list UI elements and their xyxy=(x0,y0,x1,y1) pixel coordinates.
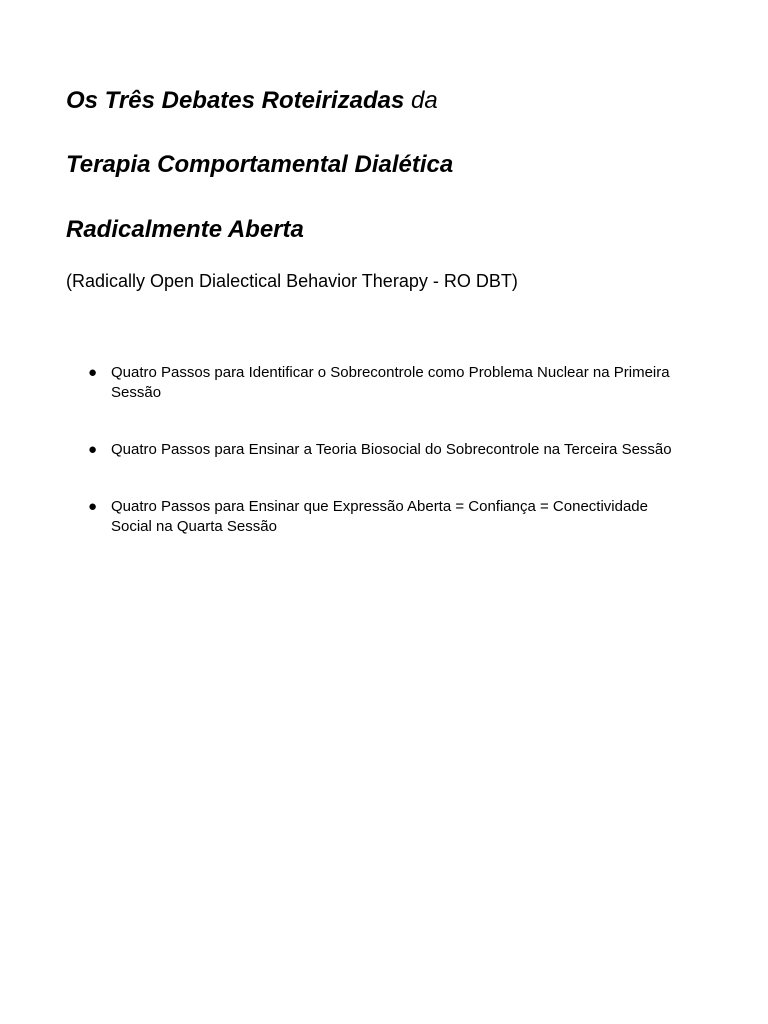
bullet-icon: ● xyxy=(88,441,98,458)
bullet-icon: ● xyxy=(88,498,98,515)
title-line-3 xyxy=(66,215,304,245)
list-item xyxy=(88,440,688,460)
title-line-1 xyxy=(66,86,438,116)
bullet-icon: ● xyxy=(88,364,98,381)
title-trailing-text: da xyxy=(404,87,438,114)
title-line-3-text: Radicalmente Aberta xyxy=(66,216,304,243)
title-line-2-text: Terapia Comportamental Dialética xyxy=(66,151,454,178)
title-bold-text: Os Três Debates Roteirizadas xyxy=(66,87,405,114)
subtitle: (Radically Open Dialectical Behavior Therapy - RO DBT) xyxy=(66,271,518,291)
list-item-text: Quatro Passos para Identificar o Sobrecontrole como Problema Nuclear na Primeira Sessão xyxy=(111,364,670,401)
title-line-2 xyxy=(66,150,453,180)
list-item xyxy=(88,497,688,537)
list-item-text: Quatro Passos para Ensinar que Expressão Aberta = Confiança = Conectividade Social na Quarta Sessão xyxy=(111,498,648,535)
list-item-text: Quatro Passos para Ensinar a Teoria Biosocial do Sobrecontrole na Terceira Sessão xyxy=(111,441,672,458)
list-item xyxy=(88,363,688,403)
